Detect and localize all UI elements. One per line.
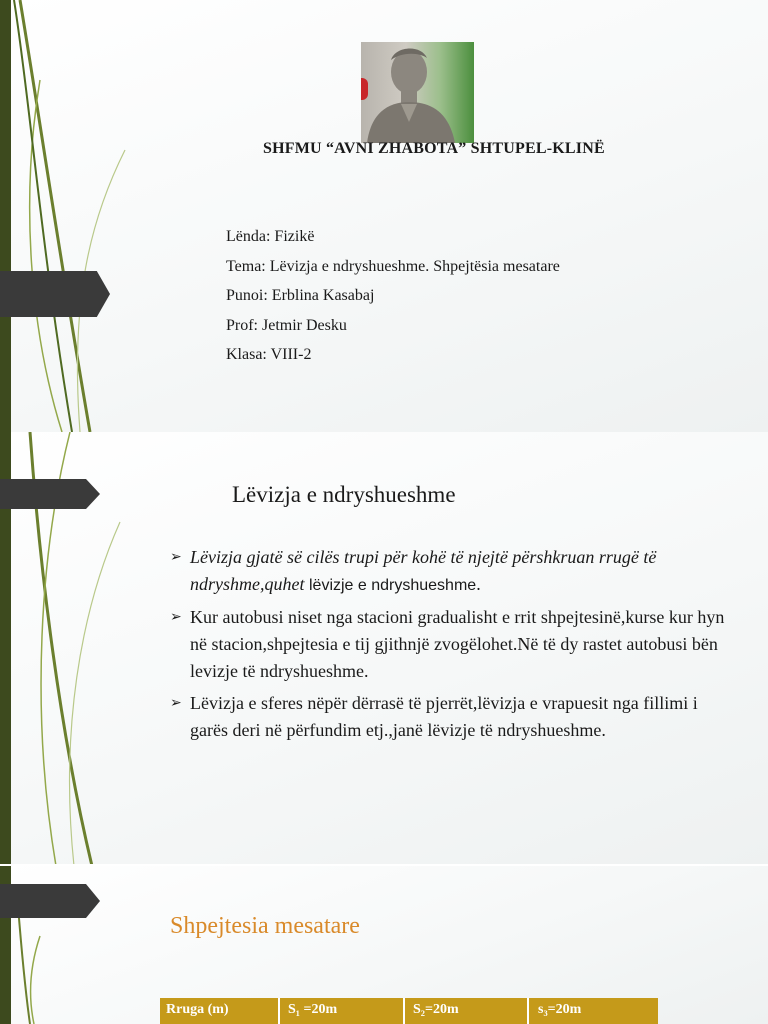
table-column-separator (403, 998, 405, 1024)
slide-info-list (226, 222, 560, 370)
bullet-arrow-icon: ➢ (170, 609, 182, 625)
title-slide (0, 0, 768, 432)
portrait-photo (361, 42, 474, 143)
bullet-item (170, 690, 730, 744)
subject-line: Lënda: Fizikë (226, 228, 315, 245)
content-slide (0, 432, 768, 866)
school-name: SHFMU “AVNI ZHABOTA” SHTUPEL-KLINË (263, 140, 605, 157)
author-line: Punoi: Erblina Kasabaj (226, 287, 375, 304)
average-speed-slide (0, 866, 768, 1024)
bullet-arrow-icon: ➢ (170, 549, 182, 565)
table-column-separator (278, 998, 280, 1024)
professor-line: Prof: Jetmir Desku (226, 316, 347, 334)
topic-line: Tema: Lëvizja e ndryshueshme. Shpejtësia mesatare (226, 257, 560, 275)
table-column-separator (527, 998, 529, 1024)
bullet-text: Lëvizja e sferes nëpër dërrasë të pjerrët,lëvizja e vrapuesit nga fillimi i garës deri në përfundim etj.,janë lëvizje të ndryshueshme. (190, 693, 698, 740)
bullet-item (170, 604, 730, 685)
slide-tab-marker (0, 479, 100, 509)
table-header-row (160, 998, 658, 1024)
table-header-cell: S₁ =20m (288, 1002, 338, 1017)
table-header-cell: Rruga (m) (166, 1002, 229, 1017)
bullet-highlight: lëvizje e ndryshueshme (308, 577, 477, 594)
slide-title: Lëvizja e ndryshueshme (232, 482, 456, 507)
bullet-text: Kur autobusi niset nga stacioni gradualisht e rrit shpejtesinë,kurse kur hyn në stacion,shpejtesia e tij gjithnjë zvogëlohet.Në të dy rastet autobusi bën levizje të ndryshueshme. (190, 607, 725, 681)
class-line: Klasa: VIII-2 (226, 346, 312, 363)
table-header-cell: S₂=20m (413, 1002, 459, 1017)
table-header-cell: s₃=20m (538, 1002, 582, 1017)
bullet-item (170, 544, 730, 599)
bullet-list (170, 544, 730, 749)
slide-title: Shpejtesia mesatare (170, 913, 360, 939)
decorative-swirl (0, 0, 140, 432)
slide-tab-marker (0, 884, 100, 918)
bust-statue-image (361, 42, 474, 143)
photo-red-mark (361, 78, 368, 100)
slide-tab-marker (0, 271, 110, 317)
bullet-arrow-icon: ➢ (170, 695, 182, 711)
bullet-text: Lëvizja gjatë së cilës trupi për kohë të njejtë përshkruan rrugë të ndryshme,quhet (190, 547, 657, 594)
bullet-end: . (476, 574, 481, 594)
